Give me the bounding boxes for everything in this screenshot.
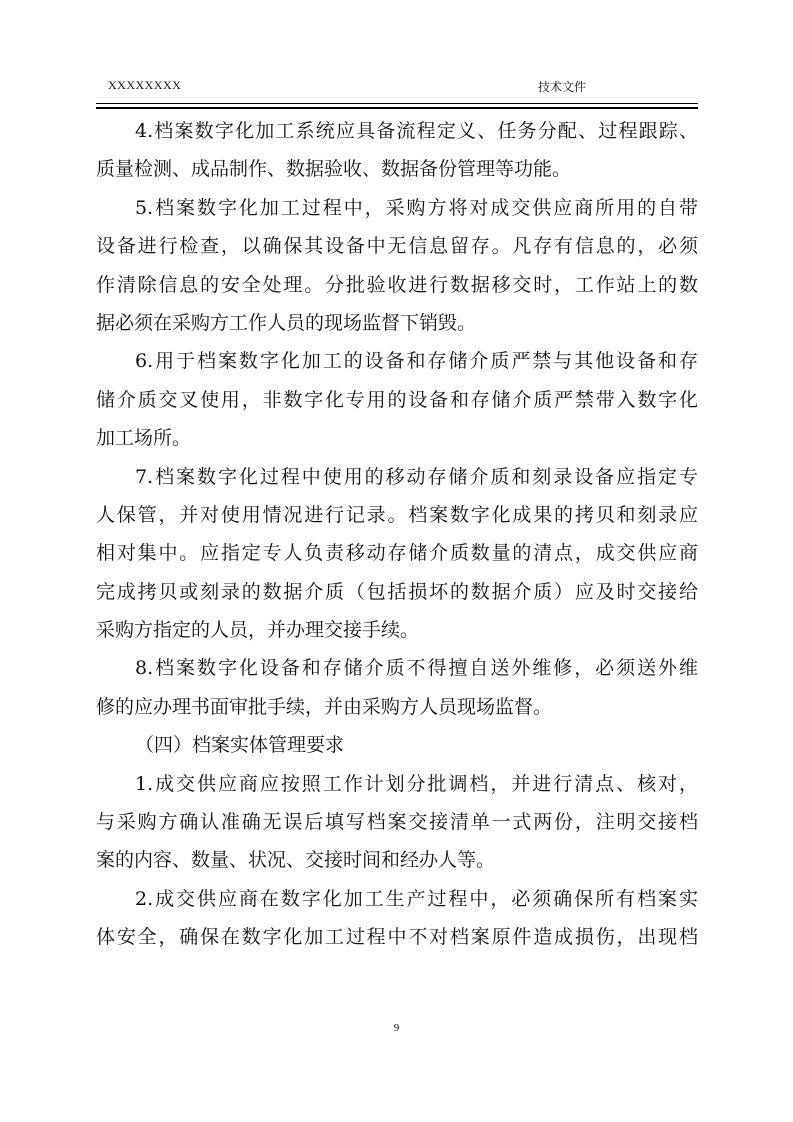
paragraph bbox=[96, 726, 698, 764]
paragraph-line: 体安全，确保在数字化加工过程中不对档案原件造成损伤，出现档 bbox=[96, 926, 698, 949]
paragraph-line: 作清除信息的安全处理。分批验收进行数据移交时，工作站上的数 bbox=[96, 273, 698, 296]
paragraph-line: 加工场所。 bbox=[96, 427, 192, 450]
paragraph-line: 与采购方确认准确无误后填写档案交接清单一式两份，注明交接档 bbox=[96, 811, 698, 834]
paragraph-line: 采购方指定的人员，并办理交接手续。 bbox=[96, 619, 420, 642]
paragraph-line: 质量检测、成品制作、数据验收、数据备份管理等功能。 bbox=[96, 158, 572, 181]
paragraph-line: 据必须在采购方工作人员的现场监督下销毁。 bbox=[96, 311, 477, 334]
paragraph-line: 修的应办理书面审批手续，并由采购方人员现场监督。 bbox=[96, 695, 553, 718]
paragraph-line: 人保管，并对使用情况进行记录。档案数字化成果的拷贝和刻录应 bbox=[96, 503, 698, 526]
paragraph-line: 完成拷贝或刻录的数据介质（包括损坏的数据介质）应及时交接给 bbox=[96, 580, 698, 603]
paragraph-line: （四）档案实体管理要求 bbox=[135, 734, 345, 757]
page-header bbox=[108, 78, 586, 98]
paragraph bbox=[96, 189, 698, 343]
paragraph-line: 案的内容、数量、状况、交接时间和经办人等。 bbox=[96, 849, 496, 872]
paragraph bbox=[96, 458, 698, 650]
header-document-type: 技术文件 bbox=[537, 80, 586, 94]
header-document-code: XXXXXXXX bbox=[108, 78, 182, 92]
paragraph-line: 储介质交叉使用，非数字化专用的设备和存储介质严禁带入数字化 bbox=[96, 388, 698, 411]
paragraph bbox=[96, 649, 698, 726]
paragraph-line: 7.档案数字化过程中使用的移动存储介质和刻录设备应指定专 bbox=[135, 465, 698, 488]
paragraph bbox=[96, 880, 698, 957]
paragraph bbox=[96, 765, 698, 880]
paragraph-line: 6.用于档案数字化加工的设备和存储介质严禁与其他设备和存 bbox=[135, 350, 698, 373]
paragraph-line: 5.档案数字化加工过程中，采购方将对成交供应商所用的自带 bbox=[135, 196, 698, 219]
paragraph-line: 相对集中。应指定专人负责移动存储介质数量的清点，成交供应商 bbox=[96, 542, 698, 565]
paragraph-line: 1.成交供应商应按照工作计划分批调档，并进行清点、核对， bbox=[135, 772, 698, 795]
paragraph bbox=[96, 112, 698, 189]
document-body bbox=[96, 112, 698, 957]
header-thin-rule bbox=[96, 103, 698, 104]
header-thick-rule bbox=[96, 107, 698, 109]
paragraph bbox=[96, 342, 698, 457]
paragraph-line: 8.档案数字化设备和存储介质不得擅自送外维修，必须送外维 bbox=[135, 657, 698, 680]
paragraph-line: 设备进行检查，以确保其设备中无信息留存。凡存有信息的，必须 bbox=[96, 235, 698, 258]
paragraph-line: 4.档案数字化加工系统应具备流程定义、任务分配、过程跟踪、 bbox=[135, 120, 698, 142]
page-number: 9 bbox=[393, 1022, 400, 1034]
paragraph-line: 2.成交供应商在数字化加工生产过程中，必须确保所有档案实 bbox=[135, 887, 698, 910]
